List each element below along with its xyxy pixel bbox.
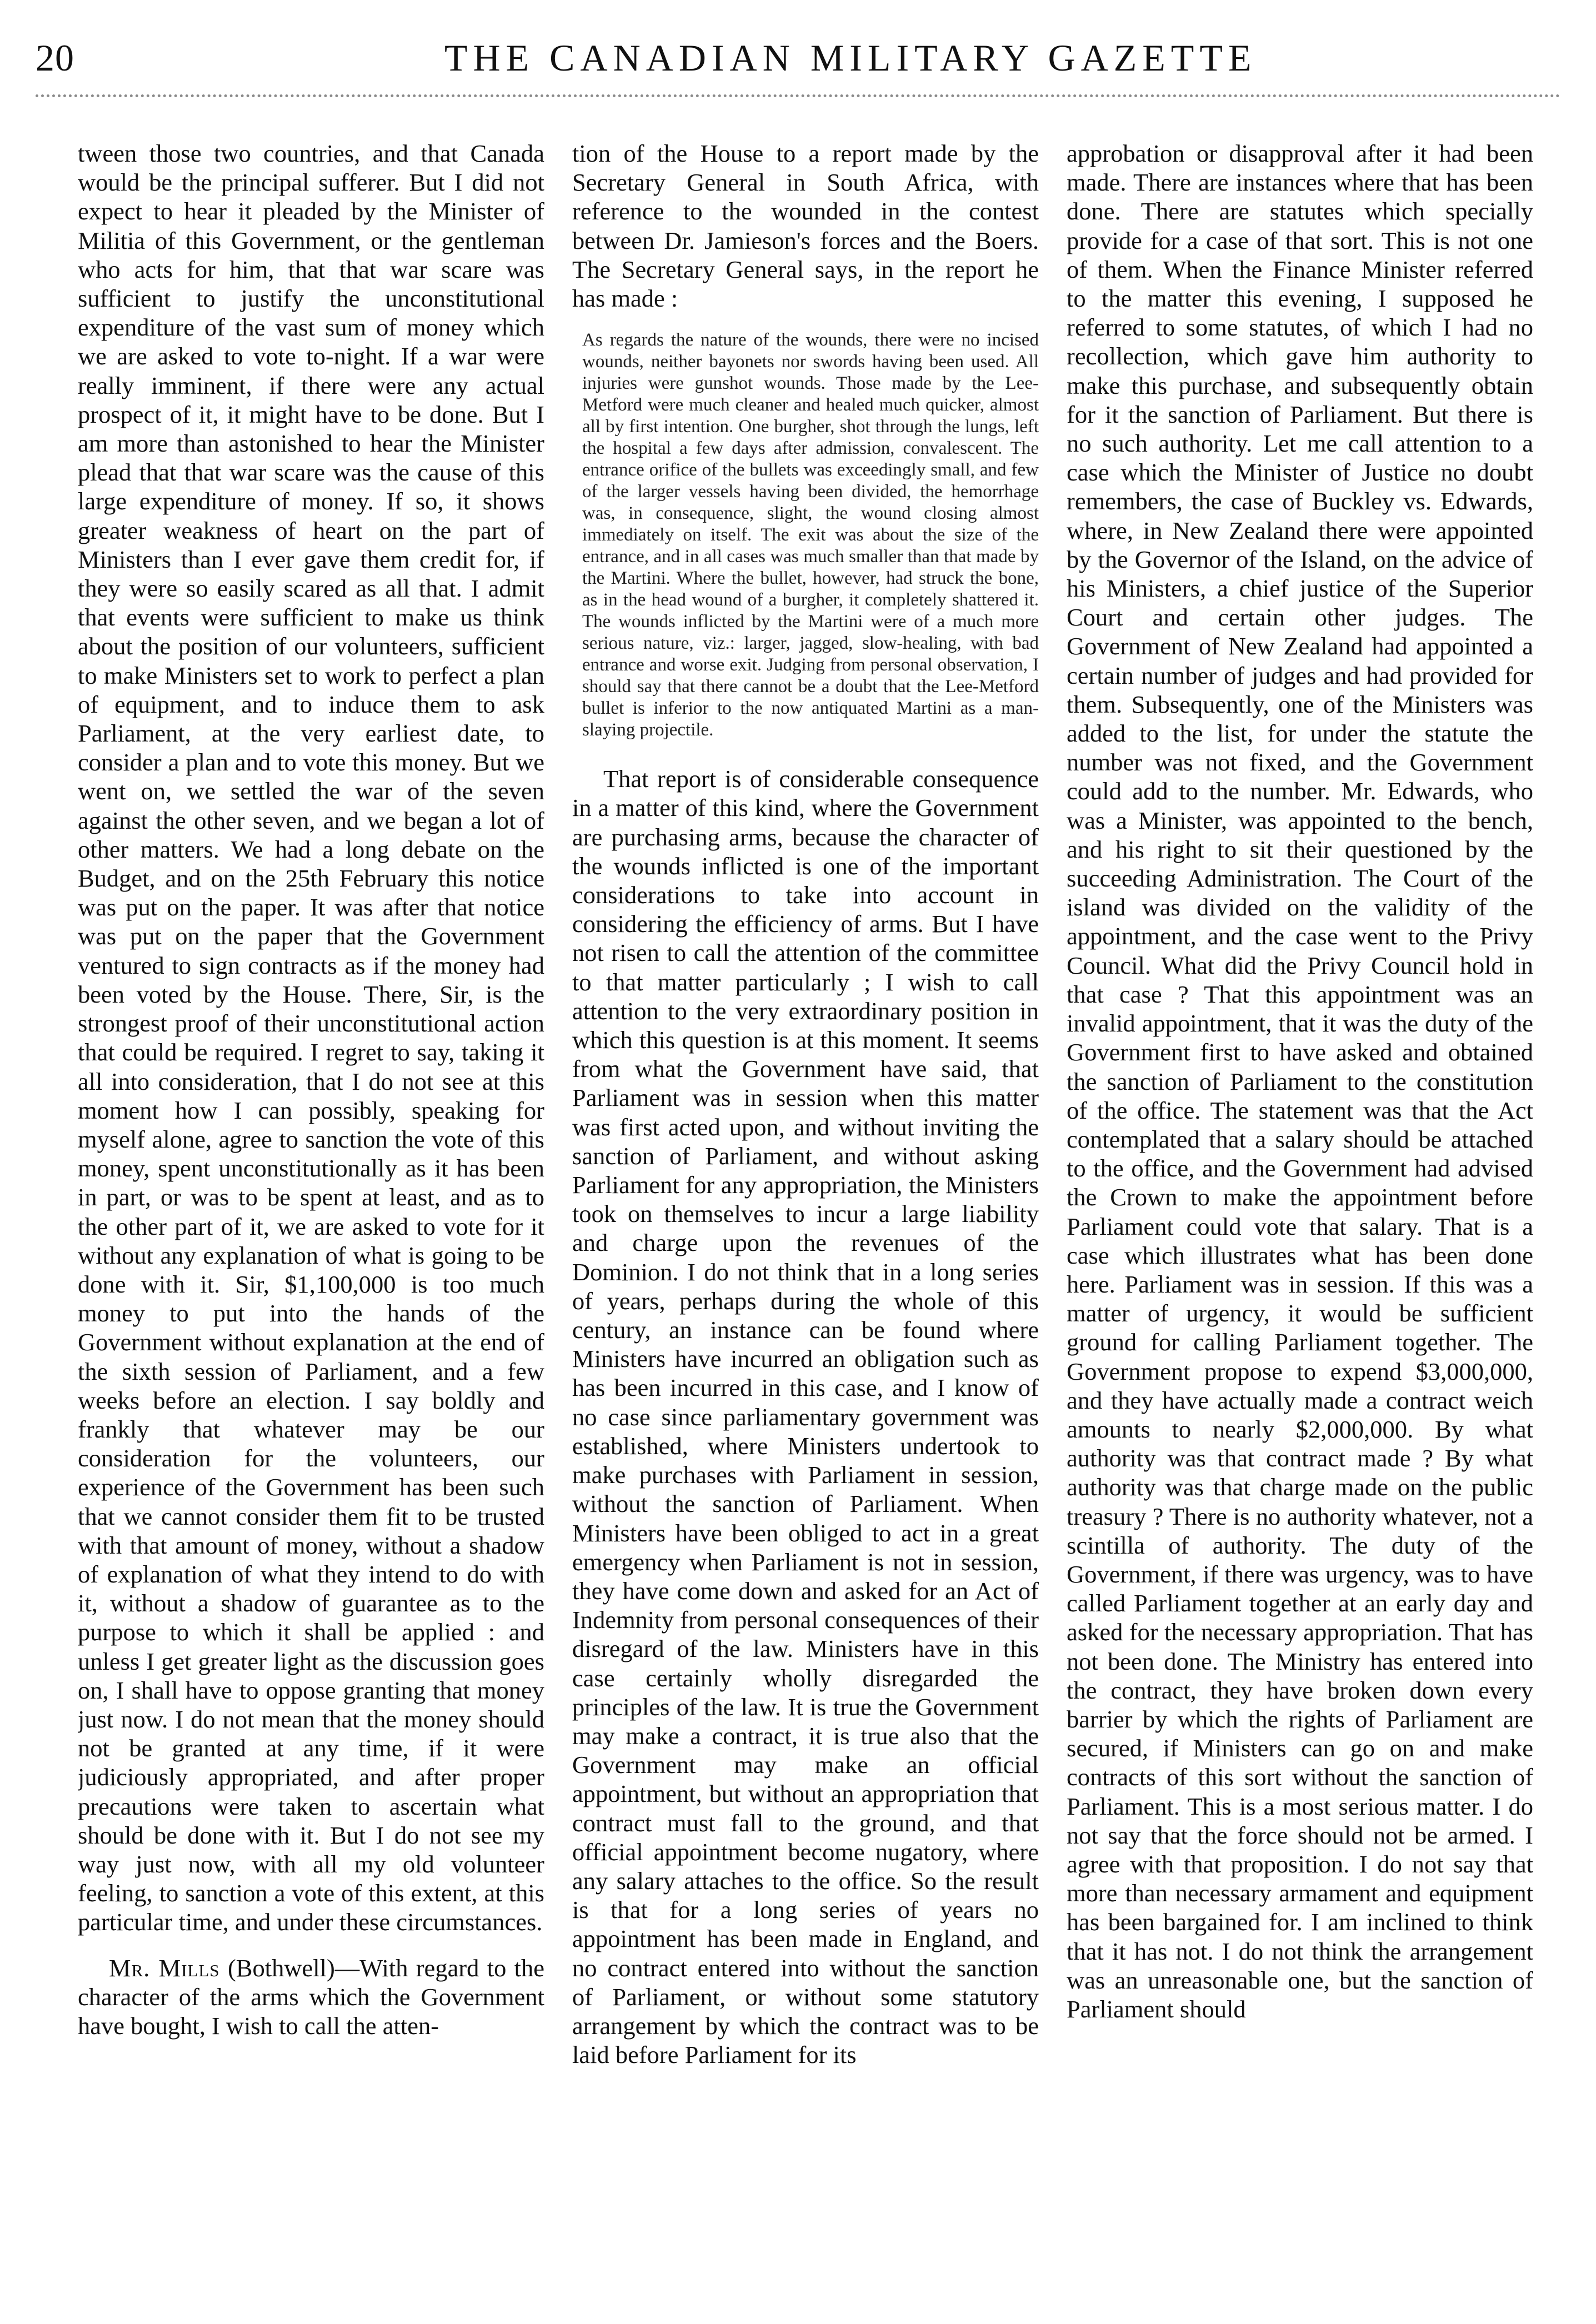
masthead-title: THE CANADIAN MILITARY GAZETTE xyxy=(444,37,1257,79)
column-3 xyxy=(1067,139,1533,2294)
column-1 xyxy=(78,139,544,2294)
block-quote: As regards the nature of the wounds, there were no incised wounds, neither bayonets nor swords having been used. All injuries were gunshot wounds. Those made by the Lee-Metford were much cleaner and healed much quicker, almost all by first intention. One burgher, shot through the lungs, left the hospital a few days after admission, convalescent. The entrance orifice of the bullets was exceedingly small, and few of the larger vessels having been divided, the hemorrhage was, in consequence, slight, the wound closing almost immediately on itself. The exit was about the size of the entrance, and in all cases was much smaller than that made by the Martini. Where the bullet, however, had struck the bone, as in the head wound of a burgher, it completely shattered it. The wounds inflicted by the Martini were of a much more serious nature, viz.: larger, jagged, slow-healing, with bad entrance and worse exit. Judging from personal observation, I should say that there cannot be a doubt that the Lee-Metford bullet is inferior to the now antiquated Martini as a man-slaying projectile. xyxy=(582,330,1039,740)
page-number: 20 xyxy=(36,37,74,79)
paragraph-text: (Bothwell)—With regard to the character of the arms which the Government have bought, I wish to call the atten- xyxy=(78,1954,544,2040)
paragraph: That report is of considerable consequence in a matter of this kind, where the Government are purchasing arms, because the character of the wounds inflicted is one of the important considerations to take into account in considering the efficiency of arms. But I have not risen to call the attention of the committee to that matter particularly ; I wish to call attention to the very extraordinary position in which this question is at this moment. It seems from what the Government have said, that Parliament was in session when this matter was first acted upon, and without inviting the sanction of Parliament, and without asking Parliament for any appropriation, the Ministers took on themselves to incur a large liability and charge upon the revenues of the Dominion. I do not think that in a long series of years, perhaps during the whole of this century, an instance can be found where Ministers have incurred an obligation such as has been incurred in this case, and I know of no case since parliamentary government was established, where Ministers undertook to make purchases with Parliament in session, without the sanction of Parliament. When Ministers have been obliged to act in a great emergency when Parliament is not in session, they have come down and asked for an Act of Indemnity from personal consequences of their disregard of the law. Ministers have in this case certainly wholly disregarded the principles of the law. It is true the Government may make a contract, it is true also that the Government may make an official appointment, but without an appropriation that contract must fall to the ground, and that official appointment become nugatory, where any salary attaches to the office. So the result is that for a long series of years no appointment has been made in England, and no contract entered into without the sanction of Parliament, or without some statutory arrangement by which the contract was to be laid before Parliament for its xyxy=(572,765,1039,2069)
paragraph: tion of the House to a report made by the Secretary General in South Africa, with reference to the wounded in the contest between Dr. Jamieson's forces and the Boers. The Secretary General says, in the report he has made : xyxy=(572,139,1039,313)
speaker-name: Mr. Mills xyxy=(109,1954,220,1982)
column-2 xyxy=(572,139,1039,2294)
speaker-paragraph xyxy=(78,1954,544,2041)
paragraph: approbation or disapproval after it had been made. There are instances where that has been done. There are statutes which specially provide for a case of that sort. This is not one of them. When the Finance Minister referred to the matter this evening, I supposed he referred to some statutes, of which I had no recollection, which gave him authority to make this purchase, and subsequently obtain for it the sanction of Parliament. But there is no such authority. Let me call attention to a case which the Minister of Justice no doubt remembers, the case of Buckley vs. Edwards, where, in New Zealand there were appointed by the Governor of the Island, on the advice of his Ministers, a chief justice of the Superior Court and certain other judges. The Government of New Zealand had appointed a certain number of judges and had provided for them. Subsequently, one of the Ministers was added to the list, for under the statute the number was not fixed, and the Government could add to the number. Mr. Edwards, who was a Minister, was appointed to the bench, and his right to sit their questioned by the succeeding Administration. The Court of the island was divided on the validity of the appointment, and the case went to the Privy Council. What did the Privy Council hold in that case ? That this appointment was an invalid appointment, that it was the duty of the Government first to have asked and obtained the sanction of Parliament to the constitution of the office. The statement was that the Act contemplated that a salary should be attached to the office, and the Government had advised the Crown to make the appointment before Parliament could vote that salary. That is a case which illustrates what has been done here. Parliament was in session. If this was a matter of urgency, it would be sufficient ground for calling Parliament together. The Government propose to expend $3,000,000, and they have actually made a contract weich amounts to nearly $2,000,000. By what authority was that contract made ? By what authority was that charge made on the public treasury ? There is no authority whatever, not a scintilla of authority. The duty of the Government, if there was urgency, was to have called Parliament together at an early day and asked for the necessary appropriation. That has not been done. The Ministry has entered into the contract, they have broken down every barrier by which the rights of Parliament are secured, if Ministers can go on and make contracts of this sort without the sanction of Parliament. This is a most serious matter. I do not say that the force should not be armed. I agree with that proposition. I do not say that more than necessary armament and equipment has been bargained for. I am inclined to think that it has not. I do not think the arrangement was an unreasonable one, but the sanction of Parliament should xyxy=(1067,139,1533,2023)
paragraph: tween those two countries, and that Canada would be the principal sufferer. But I did not expect to hear it pleaded by the Minister of Militia of this Government, or the gentleman who acts for him, that that war scare was sufficient to justify the unconstitutional expenditure of the vast sum of money which we are asked to vote to-night. If a war were really imminent, if there were any actual prospect of it, it might have to be done. But I am more than astonished to hear the Minister plead that that war scare was the cause of this large expenditure of money. If so, it shows greater weakness of heart on the part of Ministers than I ever gave them credit for, if they were so easily scared as all that. I admit that events were sufficient to make us think about the position of our volunteers, sufficient to make Ministers set to work to perfect a plan of equipment, and to induce them to ask Parliament, at the very earliest date, to consider a plan and to vote this money. But we went on, we settled the war of the seven against the other seven, and we began a lot of other matters. We had a long debate on the Budget, and on the 25th February this notice was put on the paper. It was after that notice was put on the paper that the Government ventured to sign contracts as if the money had been voted by the House. There, Sir, is the strongest proof of their unconstitutional action that could be required. I regret to say, taking it all into consideration, that I do not see at this moment how I can possibly, speaking for myself alone, agree to sanction the vote of this money, spent unconstitutionally as it has been in part, or was to be spent at least, and as to the other part of it, we are asked to vote for it without any explanation of what is going to be done with it. Sir, $1,100,000 is too much money to put into the hands of the Government without explanation at the end of the sixth session of Parliament, and a few weeks before an election. I say boldly and frankly that whatever may be our consideration for the volunteers, our experience of the Government has been such that we cannot consider them fit to be trusted with that amount of money, without a shadow of explanation of what they intend to do with it, without a shadow of guarantee as to the purpose to which it shall be applied : and unless I get greater light as the discussion goes on, I shall have to oppose granting that money just now. I do not mean that the money should not be granted at any time, if it were judiciously appropriated, and after proper precautions were taken to ascertain what should be done with it. But I do not see my way just now, with all my old volunteer feeling, to sanction a vote of this extent, at this particular time, and under these circumstances. xyxy=(78,139,544,1936)
header-rule xyxy=(36,94,1560,97)
